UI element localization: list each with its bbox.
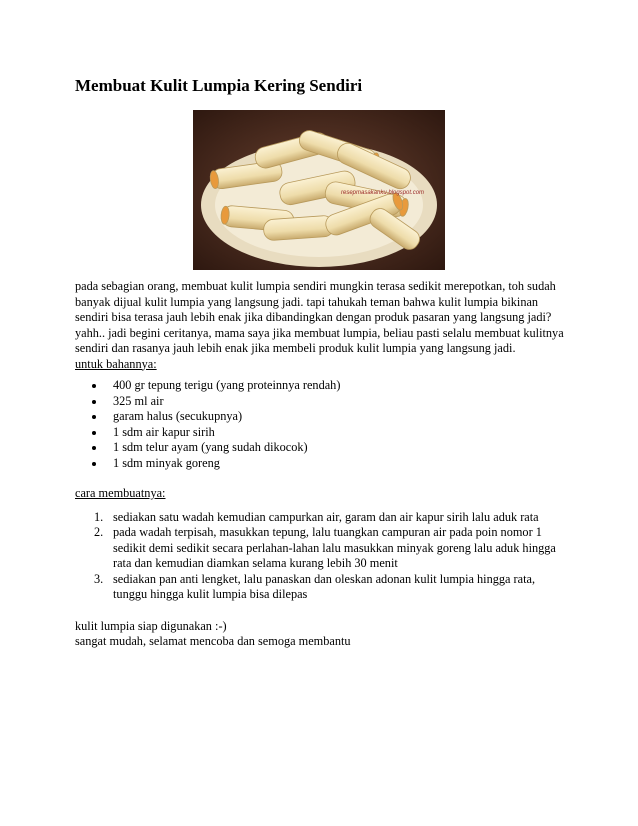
list-item: garam halus (secukupnya): [75, 409, 565, 425]
intro-paragraph: pada sebagian orang, membuat kulit lumpia sendiri mungkin terasa sedikit merepotkan, toh sudah banyak dijual kulit lumpia yang langsung jadi. tapi tahukah teman bahwa kulit lumpia bikinan sendiri bisa terasa jauh lebih enak jika dibandingkan dengan produk pasaran yang langsung jadi? yahh.. jadi begini ceritanya, mama saya jika membuat lumpia, beliau pasti selalu membuat kulitnya sendiri dan rasanya jauh lebih enak jika membeli produk kulit lumpia yang langsung jadi.: [75, 279, 564, 355]
steps-list: [75, 510, 565, 603]
closing-text: [75, 619, 565, 650]
bullet-icon: [92, 400, 96, 404]
article-body: [75, 279, 565, 650]
list-item: 1 sdm telur ayam (yang sudah dikocok): [75, 440, 565, 456]
list-item: 325 ml air: [75, 394, 565, 410]
ingredients-heading: untuk bahannya:: [75, 356, 157, 371]
bullet-icon: [92, 384, 96, 388]
spring-rolls-photo: [193, 110, 445, 270]
steps-heading: cara membuatnya:: [75, 486, 166, 500]
list-item: 400 gr tepung terigu (yang proteinnya rendah): [75, 378, 565, 394]
bullet-icon: [92, 415, 96, 419]
list-item: 1 sdm air kapur sirih: [75, 425, 565, 441]
list-item: 3. sediakan pan anti lengket, lalu panaskan dan oleskan adonan kulit lumpia hingga rata, tunggu hingga kulit lumpia bisa dilepas: [94, 571, 536, 601]
bullet-icon: [92, 431, 96, 435]
list-item: 2. pada wadah terpisah, masukkan tepung, lalu tuangkan campuran air pada poin nomor 1 sedikit demi sedikit secara perlahan-lahan lalu masukkan minyak goreng lalu aduk hingga rata dan kemudian diamkan selama kurang lebih 30 menit: [94, 525, 556, 570]
closing-line: sangat mudah, selamat mencoba dan semoga membantu: [75, 634, 351, 648]
ingredients-list: [75, 378, 565, 471]
list-item: 1. sediakan satu wadah kemudian campurkan air, garam dan air kapur sirih lalu aduk rata: [94, 509, 539, 524]
page-title: Membuat Kulit Lumpia Kering Sendiri: [75, 76, 363, 95]
bullet-icon: [92, 446, 96, 450]
bullet-icon: [92, 462, 96, 466]
closing-line: kulit lumpia siap digunakan :-): [75, 618, 227, 633]
photo-watermark: resepmasakanku.blogspot.com: [341, 190, 425, 196]
list-item: 1 sdm minyak goreng: [75, 456, 565, 472]
